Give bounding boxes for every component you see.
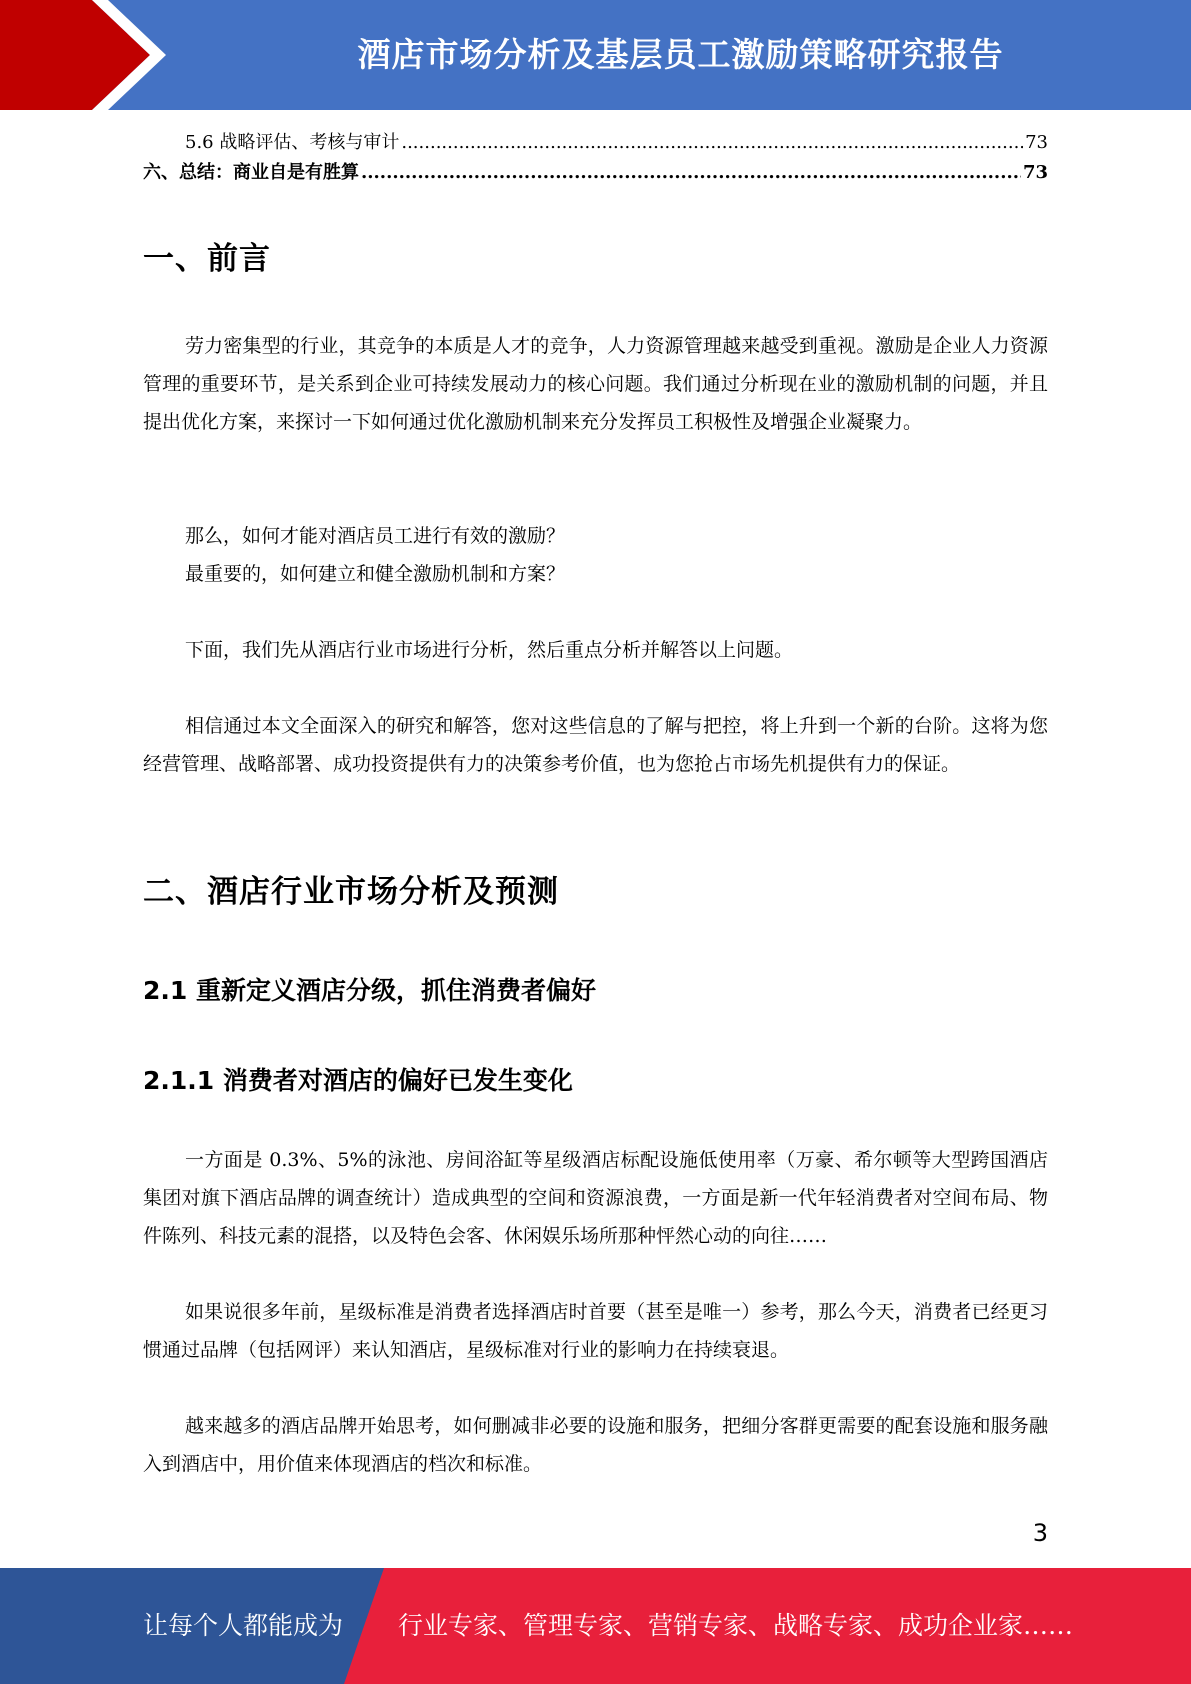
toc-entry-page: 73: [1022, 162, 1048, 183]
page-number: 3: [1032, 1519, 1048, 1547]
toc-leader-dots: [361, 162, 1021, 183]
toc-leader-dots: [401, 132, 1023, 153]
footer-slogan-right: 行业专家、管理专家、营销专家、战略专家、成功企业家……: [398, 1611, 1074, 1640]
toc-entry-label: 5.6 战略评估、考核与审计: [185, 132, 400, 153]
toc-entry[interactable]: [143, 128, 1048, 158]
market-paragraph-1: 一方面是 0.3%、5%的泳池、房间浴缸等星级酒店标配设施低使用率（万豪、希尔顿等大型跨国酒店集团对旗下酒店品牌的调查统计）造成典型的空间和资源浪费，一方面是新一代年轻消费者对空间布局、物件陈列、科技元素的混搭，以及特色会客、休闲娱乐场所那种怦然心动的向往……: [143, 1149, 1048, 1247]
toc-entry-page: 73: [1025, 132, 1048, 153]
table-of-contents: [143, 128, 1048, 188]
footer-slogan-left: 让每个人都能成为: [143, 1611, 344, 1640]
subsection-heading-2-1: 2.1 重新定义酒店分级，抓住消费者偏好: [143, 976, 596, 1005]
preface-paragraph-2: 下面，我们先从酒店行业市场进行分析，然后重点分析并解答以上问题。: [185, 639, 794, 661]
subsection-heading-2-1-1: 2.1.1 消费者对酒店的偏好已发生变化: [143, 1066, 573, 1095]
section-heading-preface: 一、前言: [143, 241, 271, 277]
preface-paragraph-1: 劳力密集型的行业，其竞争的本质是人才的竞争，人力资源管理越来越受到重视。激励是企业人力资源管理的重要环节，是关系到企业可持续发展动力的核心问题。我们通过分析现在业的激励机制的问题，并且提出优化方案，来探讨一下如何通过优化激励机制来充分发挥员工积极性及增强企业凝聚力。: [143, 335, 1048, 433]
preface-paragraph-3: 相信通过本文全面深入的研究和解答，您对这些信息的了解与把控，将上升到一个新的台阶。这将为您经营管理、战略部署、成功投资提供有力的决策参考价值，也为您抢占市场先机提供有力的保证。: [143, 715, 1048, 775]
page-header: [0, 0, 1191, 110]
section-heading-market: 二、酒店行业市场分析及预测: [143, 874, 559, 910]
page-footer: [0, 1568, 1191, 1684]
preface-question-2: 最重要的，如何建立和健全激励机制和方案？: [185, 563, 566, 585]
preface-question-1: 那么，如何才能对酒店员工进行有效的激励？: [185, 525, 566, 547]
market-paragraph-2: 如果说很多年前，星级标准是消费者选择酒店时首要（甚至是唯一）参考，那么今天，消费者已经更习惯通过品牌（包括网评）来认知酒店，星级标准对行业的影响力在持续衰退。: [143, 1301, 1048, 1361]
report-title: 酒店市场分析及基层员工激励策略研究报告: [357, 35, 1004, 74]
toc-entry[interactable]: [143, 158, 1048, 188]
toc-entry-label: 六、总结：商业自是有胜算: [143, 162, 359, 183]
market-paragraph-3: 越来越多的酒店品牌开始思考，如何删减非必要的设施和服务，把细分客群更需要的配套设施和服务融入到酒店中，用价值来体现酒店的档次和标准。: [143, 1415, 1048, 1475]
